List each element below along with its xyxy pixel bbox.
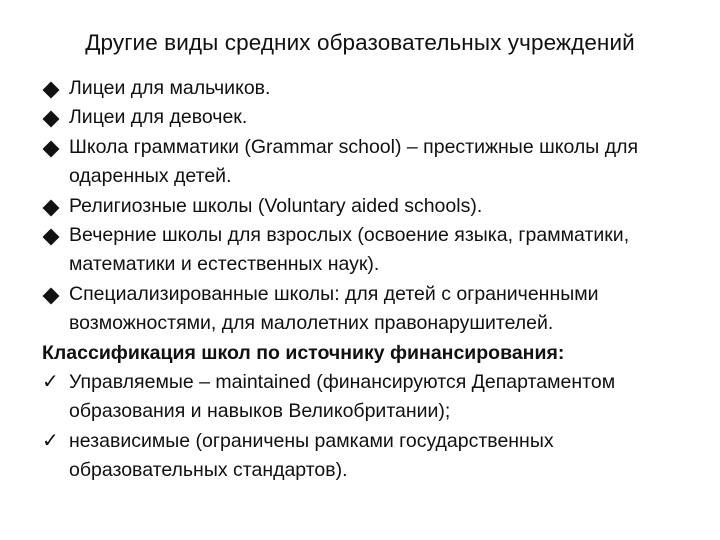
list-item xyxy=(42,133,682,192)
diamond-bullet-icon xyxy=(43,82,60,99)
funding-heading: Классификация школ по источнику финансирования: xyxy=(42,341,565,364)
content-list xyxy=(42,74,682,486)
list-item xyxy=(42,74,682,103)
check-mark-icon: ✓ xyxy=(42,429,59,452)
diamond-bullet-icon xyxy=(43,287,60,304)
list-item-text: Религиозные школы (Voluntary aided schools). xyxy=(69,194,483,217)
list-item-text: Школа грамматики (Grammar school) – престижные школы для одаренных детей. xyxy=(69,135,639,188)
list-item-text: Специализированные школы: для детей с ограниченными возможностями, для малолетних правонарушителей. xyxy=(69,282,599,335)
list-item-text: Лицеи для девочек. xyxy=(69,106,248,129)
list-item-text: Лицеи для мальчиков. xyxy=(69,77,271,99)
list-item-text: Вечерние школы для взрослых (освоение языка, грамматики, математики и естественных наук). xyxy=(69,224,630,276)
diamond-bullet-icon xyxy=(43,199,60,216)
list-item xyxy=(42,427,682,486)
list-item-text: независимые (ограничены рамками государственных образовательных стандартов). xyxy=(69,429,554,482)
list-item xyxy=(42,221,682,280)
diamond-bullet-icon xyxy=(43,111,60,128)
list-item-text: Управляемые – maintained (финансируются Департаментом образования и навыков Великобритании); xyxy=(69,371,616,423)
page-title: Другие виды средних образовательных учреждений xyxy=(85,30,635,55)
list-item xyxy=(42,192,682,221)
check-mark-icon: ✓ xyxy=(42,371,59,394)
diamond-bullet-icon xyxy=(43,140,60,157)
list-item xyxy=(42,280,682,339)
diamond-bullet-icon xyxy=(43,229,60,246)
list-item xyxy=(42,368,682,427)
list-item xyxy=(42,103,682,132)
